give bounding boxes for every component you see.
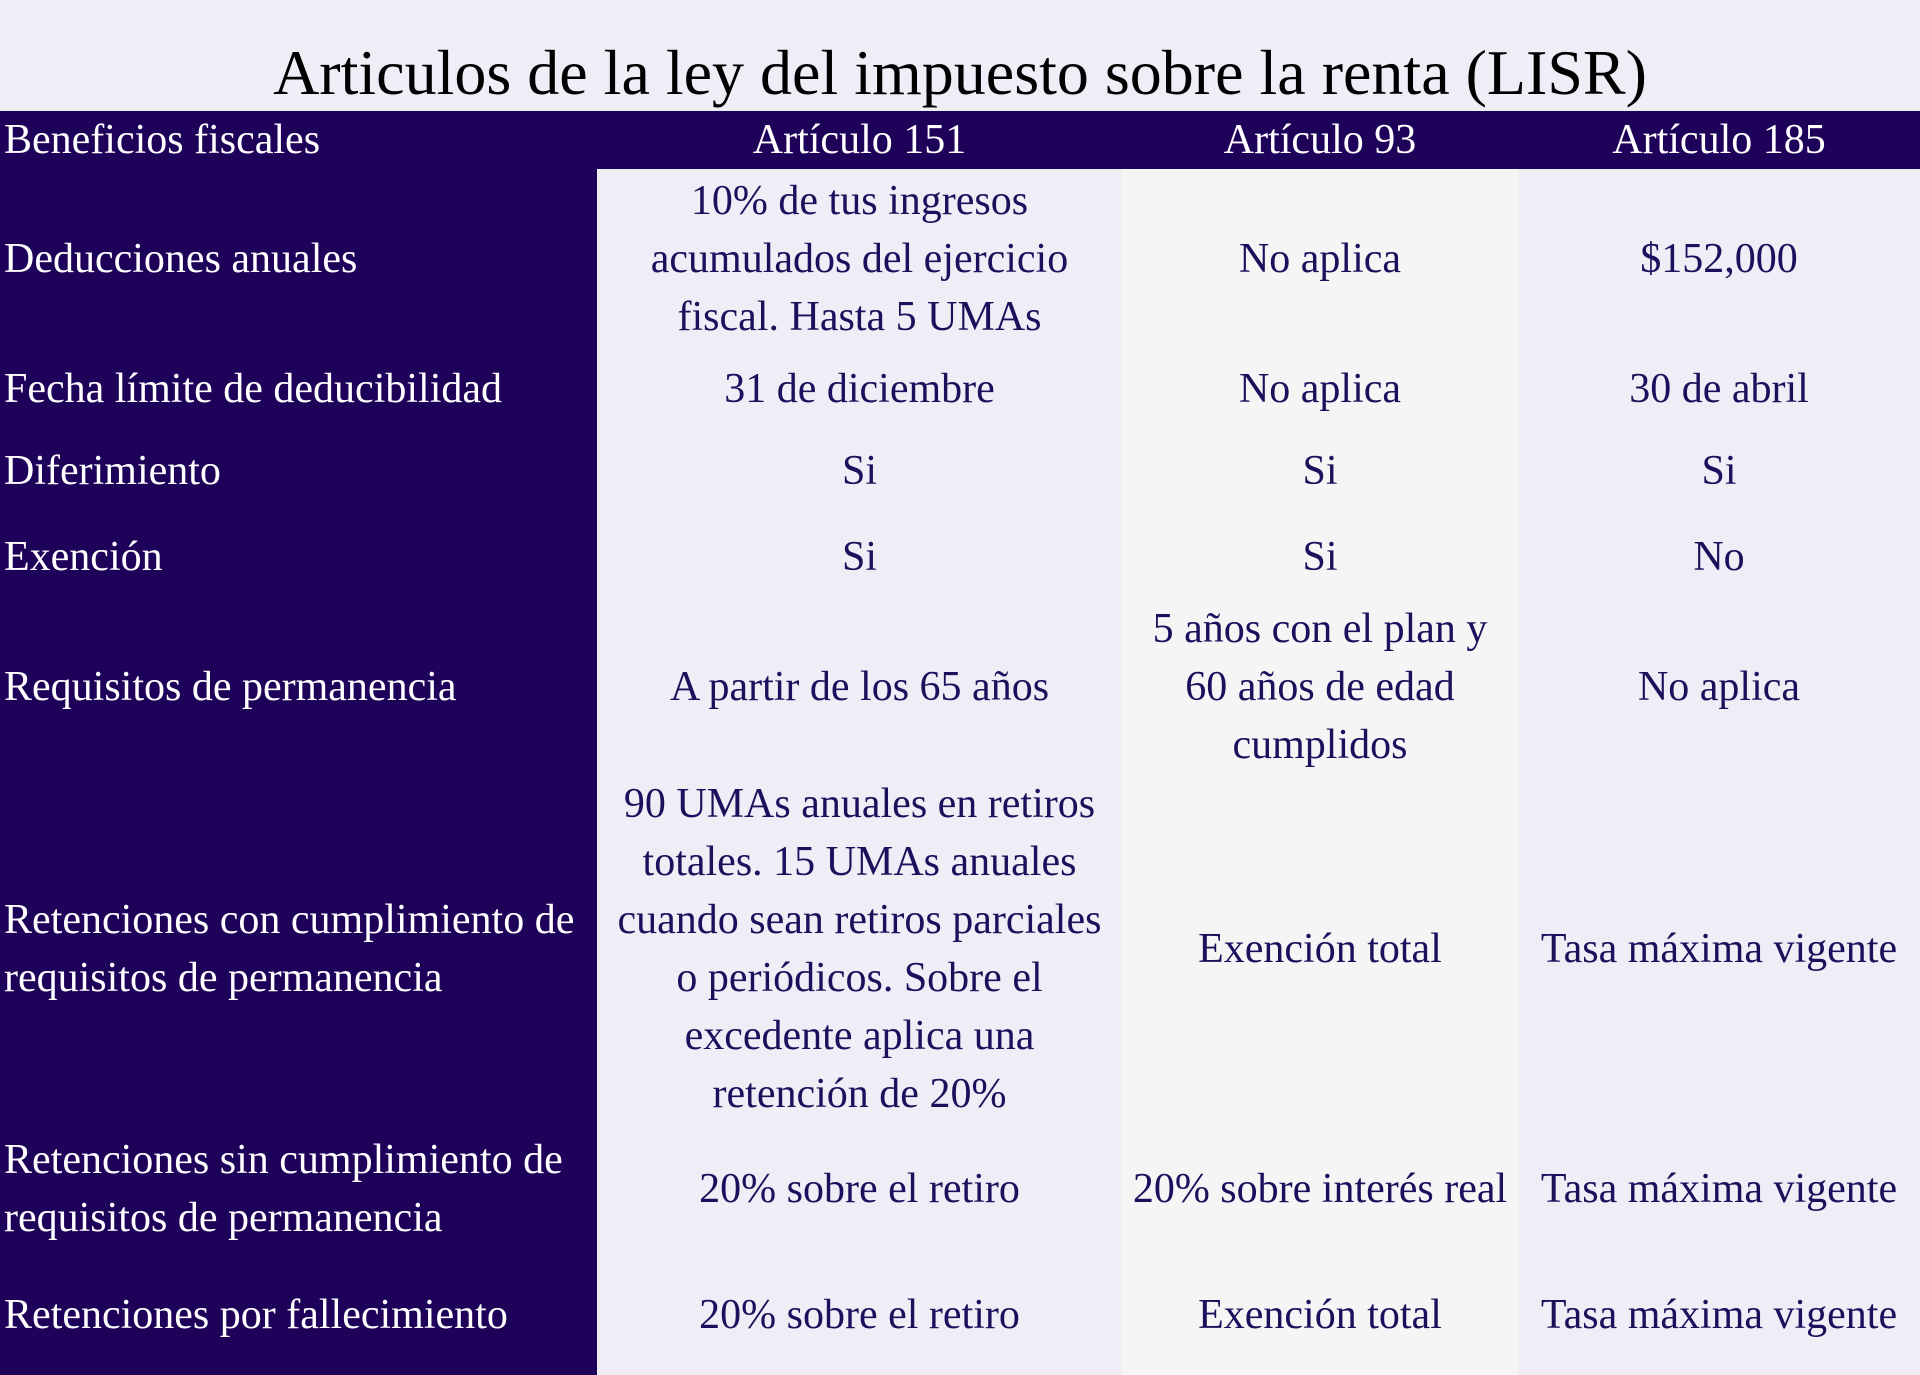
header-row [0,111,1920,169]
cell-articulo-185: Tasa máxima vigente [1518,1254,1920,1375]
table-row [0,349,1920,428]
cell-articulo-185: $152,000 [1518,169,1920,349]
row-label: Retenciones sin cumplimiento de requisitos de permanencia [0,1124,597,1254]
cell-articulo-93: Exención total [1122,774,1518,1124]
cell-articulo-185: Si [1518,428,1920,514]
row-label: Retenciones con cumplimiento de requisitos de permanencia [0,774,597,1124]
cell-articulo-151: 20% sobre el retiro [597,1254,1122,1375]
cell-articulo-151: A partir de los 65 años [597,600,1122,774]
table-row [0,1124,1920,1254]
cell-articulo-151: Si [597,514,1122,600]
cell-articulo-185: Tasa máxima vigente [1518,1124,1920,1254]
cell-articulo-93: 20% sobre interés real [1122,1124,1518,1254]
cell-articulo-93: 5 años con el plan y 60 años de edad cumplidos [1122,600,1518,774]
lisr-comparison-table [0,111,1920,1375]
cell-articulo-93: Exención total [1122,1254,1518,1375]
cell-articulo-93: Si [1122,428,1518,514]
cell-articulo-185: No [1518,514,1920,600]
header-beneficios: Beneficios fiscales [0,111,597,169]
cell-articulo-93: No aplica [1122,169,1518,349]
row-label: Exención [0,514,597,600]
cell-articulo-151: 20% sobre el retiro [597,1124,1122,1254]
row-label: Retenciones por fallecimiento [0,1254,597,1375]
row-label: Deducciones anuales [0,169,597,349]
table-row [0,514,1920,600]
cell-articulo-93: No aplica [1122,349,1518,428]
cell-articulo-151: Si [597,428,1122,514]
cell-articulo-93: Si [1122,514,1518,600]
header-articulo-185: Artículo 185 [1518,111,1920,169]
row-label: Requisitos de permanencia [0,600,597,774]
table-row [0,169,1920,349]
cell-articulo-151: 10% de tus ingresos acumulados del ejercicio fiscal. Hasta 5 UMAs [597,169,1122,349]
row-label: Fecha límite de deducibilidad [0,349,597,428]
cell-articulo-185: 30 de abril [1518,349,1920,428]
table-row [0,428,1920,514]
table-row [0,774,1920,1124]
header-articulo-151: Artículo 151 [597,111,1122,169]
cell-articulo-151: 31 de diciembre [597,349,1122,428]
page-title: Articulos de la ley del impuesto sobre la renta (LISR) [273,37,1647,108]
cell-articulo-151: 90 UMAs anuales en retiros totales. 15 UMAs anuales cuando sean retiros parciales o periódicos. Sobre el excedente aplica una retención de 20% [597,774,1122,1124]
cell-articulo-185: Tasa máxima vigente [1518,774,1920,1124]
table-row [0,1254,1920,1375]
row-label: Diferimiento [0,428,597,514]
header-articulo-93: Artículo 93 [1122,111,1518,169]
cell-articulo-185: No aplica [1518,600,1920,774]
table-row [0,600,1920,774]
